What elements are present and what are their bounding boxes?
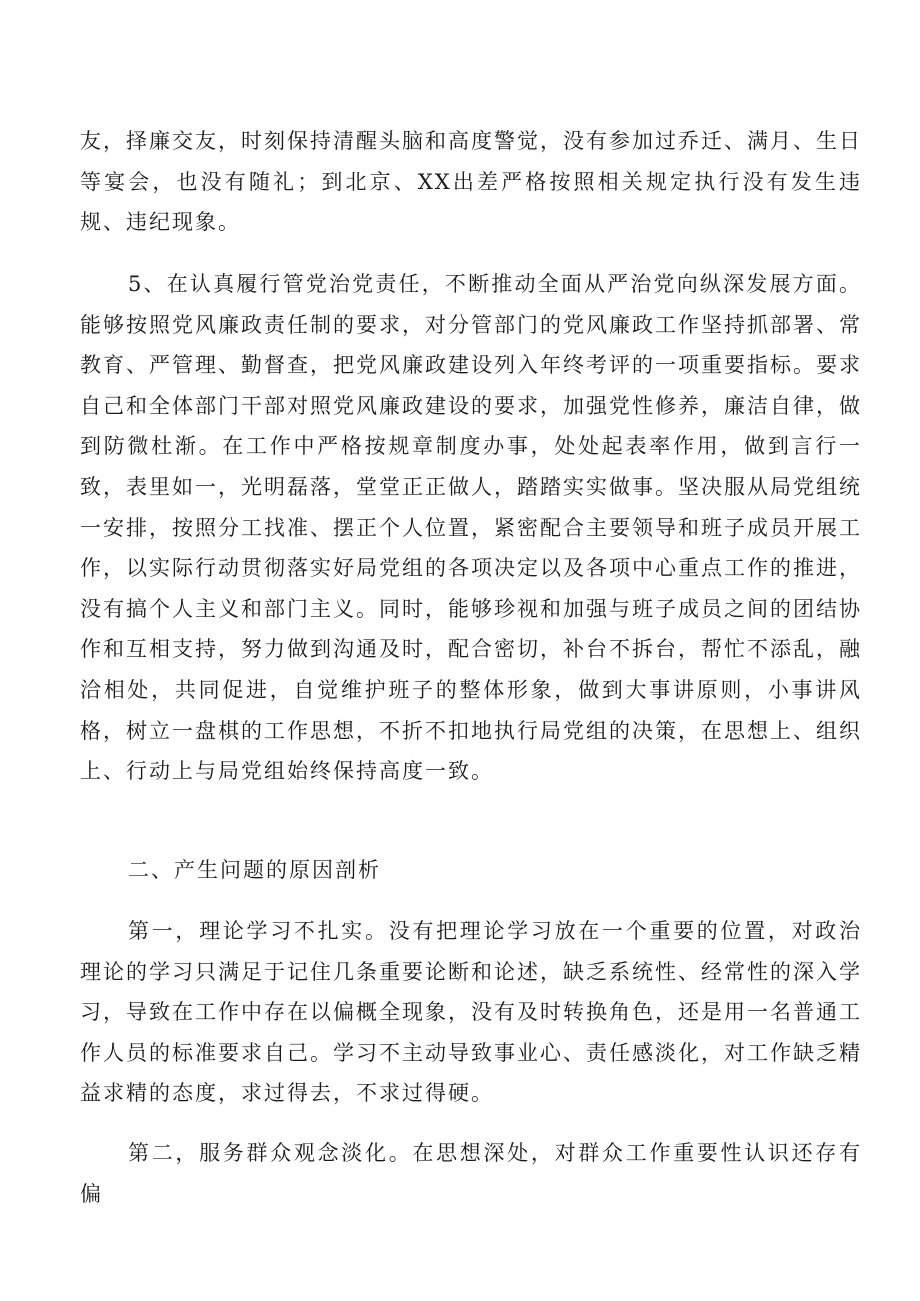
paragraph-item-5: 5、在认真履行管党治党责任，不断推动全面从严治党向纵深发展方面。能够按照党风廉政责任制的要求，对分管部门的党风廉政工作坚持抓部署、常教育、严管理、勤督查，把党风廉政建设列入年终考评的一项重要指标。要求自己和全体部门干部对照党风廉政建设的要求，加强党性修养，廉洁自律，做到防微杜渐。在工作中严格按规章制度办事，处处起表率作用，做到言行一致，表里如一，光明磊落，堂堂正正做人，踏踏实实做事。坚决服从局党组统一安排，按照分工找准、摆正个人位置，紧密配合主要领导和班子成员开展工作，以实际行动贯彻落实好局党组的各项决定以及各项中心重点工作的推进，没有搞个人主义和部门主义。同时，能够珍视和加强与班子成员之间的团结协作和互相支持，努力做到沟通及时，配合密切，补台不拆台，帮忙不添乱，融洽相处，共同促进，自觉维护班子的整体形象，做到大事讲原则，小事讲风格，树立一盘棋的工作思想，不折不扣地执行局党组的决策，在思想上、组织上、行动上与局党组始终保持高度一致。	[80, 272, 862, 784]
paragraph-first-cause: 第一，理论学习不扎实。没有把理论学习放在一个重要的位置，对政治理论的学习只满足于记住几条重要论断和论述，缺乏系统性、经常性的深入学习，导致在工作中存在以偏概全现象，没有及时转换角色，还是用一名普通工作人员的标准要求自己。学习不主动导致事业心、责任感淡化，对工作缺乏精益求精的态度，求过得去，不求过得硬。	[80, 919, 862, 1106]
section-heading-cause-analysis: 二、产生问题的原因剖析	[128, 858, 381, 882]
paragraph-second-cause: 第二，服务群众观念淡化。在思想深处，对群众工作重要性认识还存有偏	[80, 1141, 862, 1206]
paragraph-continuation: 友，择廉交友，时刻保持清醒头脑和高度警觉，没有参加过乔迁、满月、生日等宴会，也没有随礼；到北京、XX出差严格按照相关规定执行没有发生违规、违纪现象。	[80, 129, 862, 235]
